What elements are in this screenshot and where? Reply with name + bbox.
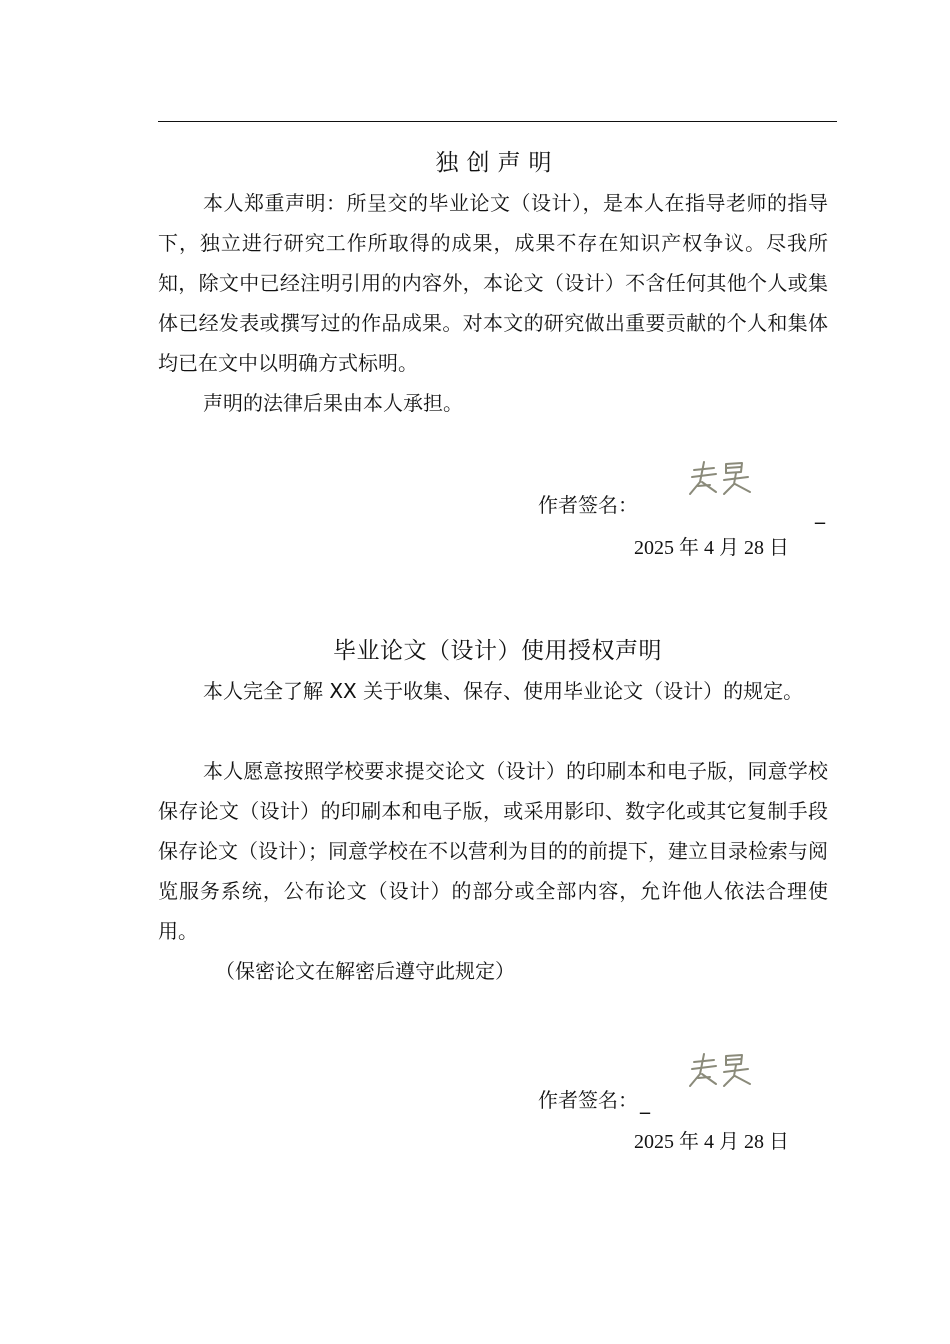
authorization-paragraph-3: （保密论文在解密后遵守此规定） [215,959,515,983]
declaration-signature-underline: _ [815,500,825,524]
declaration-signature [686,458,756,498]
declaration-date: 2025 年 4 月 28 日 [634,537,789,559]
header-rule [158,121,837,122]
authorization-paragraph-2: 本人愿意按照学校要求提交论文（设计）的印刷本和电子版，同意学校保存论文（设计）的印刷本和电子版，或采用影印、数字化或其它复制手段保存论文（设计）；同意学校在不以营利为目的的前提下，建立目录检索与阅览服务系统，公布论文（设计）的部分或全部内容，允许他人依法合理使用。 [158,759,828,943]
authorization-signature [686,1050,756,1090]
authorization-signature-label: 作者签名： [538,1088,638,1112]
declaration-title: 独创声明 [435,150,560,176]
declaration-paragraph-2: 声明的法律后果由本人承担。 [203,391,463,415]
authorization-date: 2025 年 4 月 28 日 [634,1131,789,1153]
authorization-title: 毕业论文（设计）使用授权声明 [333,638,662,664]
authorization-paragraph-1: 本人完全了解 XX 关于收集、保存、使用毕业论文（设计）的规定。 [203,679,804,703]
declaration-signature-label: 作者签名： [538,493,638,517]
authorization-signature-underline: _ [640,1090,650,1114]
declaration-paragraph-1: 本人郑重声明：所呈交的毕业论文（设计），是本人在指导老师的指导下，独立进行研究工作所取得的成果，成果不存在知识产权争议。尽我所知，除文中已经注明引用的内容外，本论文（设计）不含任何其他个人或集体已经发表或撰写过的作品成果。对本文的研究做出重要贡献的个人和集体均已在文中以明确方式标明。 [158,191,828,375]
